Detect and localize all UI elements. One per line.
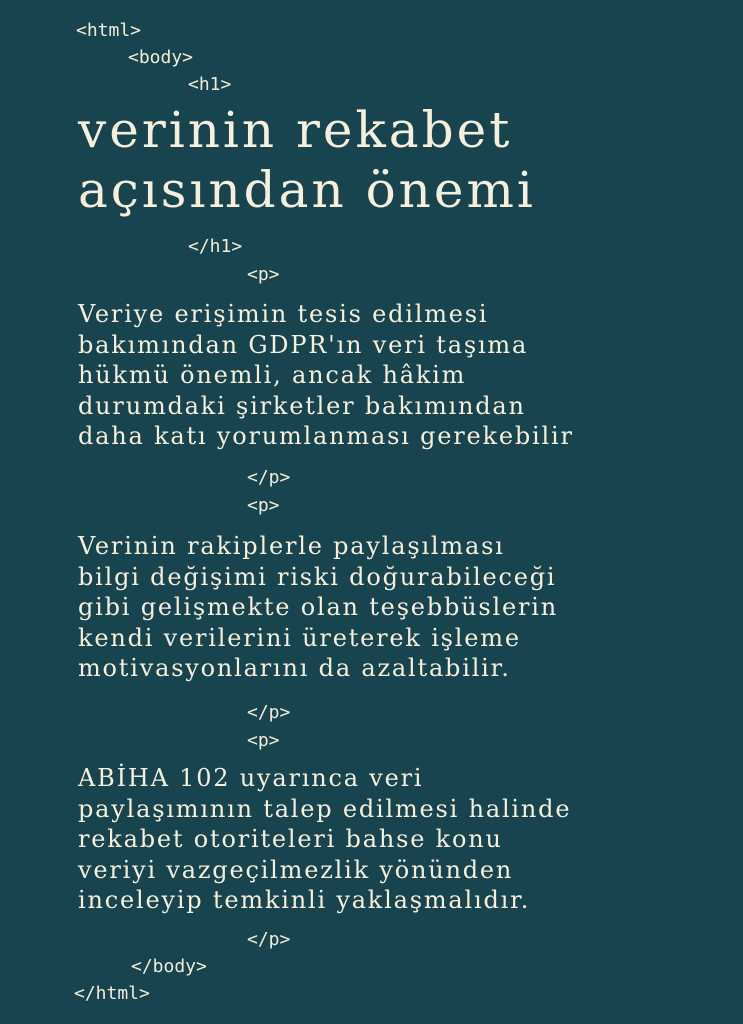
page-title <box>78 100 536 220</box>
paragraph-3-line-3: rekabet otoriteleri bahse konu <box>78 825 503 853</box>
paragraph-3-line-1: ABİHA 102 uyarınca veri <box>78 764 424 792</box>
paragraph-2-line-2: bilgi değişimi riski doğurabileceği <box>78 562 557 591</box>
html-open-tag: <html> <box>76 20 142 41</box>
h1-close-tag: </h1> <box>188 236 243 257</box>
paragraph-2-line-5: motivasyonlarını da azaltabilir. <box>78 654 511 682</box>
body-close-tag: </body> <box>131 956 207 977</box>
paragraph-1-line-5: daha katı yorumlanması gerekebilir <box>78 422 574 450</box>
paragraph-2-line-4: kendi verilerini üreterek işleme <box>78 623 521 652</box>
paragraph-1-line-2: bakımından GDPR'ın veri taşıma <box>78 330 529 359</box>
p-close-tag-1: </p> <box>247 467 291 488</box>
p-open-tag-1: <p> <box>247 264 280 285</box>
h1-open-tag: <h1> <box>188 74 232 95</box>
paragraph-3-line-4: veriyi vazgeçilmezlik yönünden <box>78 855 514 884</box>
paragraph-1-line-4: durumdaki şirketler bakımından <box>78 391 526 420</box>
paragraph-2-line-3: gibi gelişmekte olan teşebbüslerin <box>78 593 558 621</box>
p-close-tag-3: </p> <box>247 929 291 950</box>
title-line-2: açısından önemi <box>78 161 536 219</box>
paragraph-2-line-1: Verinin rakiplerle paylaşılması <box>78 532 505 560</box>
p-close-tag-2: </p> <box>247 702 291 723</box>
paragraph-3 <box>78 763 571 916</box>
html-close-tag: </html> <box>74 983 150 1004</box>
paragraph-1 <box>78 299 574 452</box>
paragraph-1-line-3: hükmü önemli, ancak hâkim <box>78 361 467 389</box>
paragraph-1-line-1: Veriye erişimin tesis edilmesi <box>78 300 489 328</box>
paragraph-3-line-5: inceleyip temkinli yaklaşmalıdır. <box>78 886 531 914</box>
p-open-tag-3: <p> <box>247 730 280 751</box>
title-line-1: verinin rekabet <box>78 101 513 159</box>
p-open-tag-2: <p> <box>247 495 280 516</box>
paragraph-2 <box>78 531 558 684</box>
paragraph-3-line-2: paylaşımının talep edilmesi halinde <box>78 794 572 823</box>
body-open-tag: <body> <box>128 47 194 68</box>
